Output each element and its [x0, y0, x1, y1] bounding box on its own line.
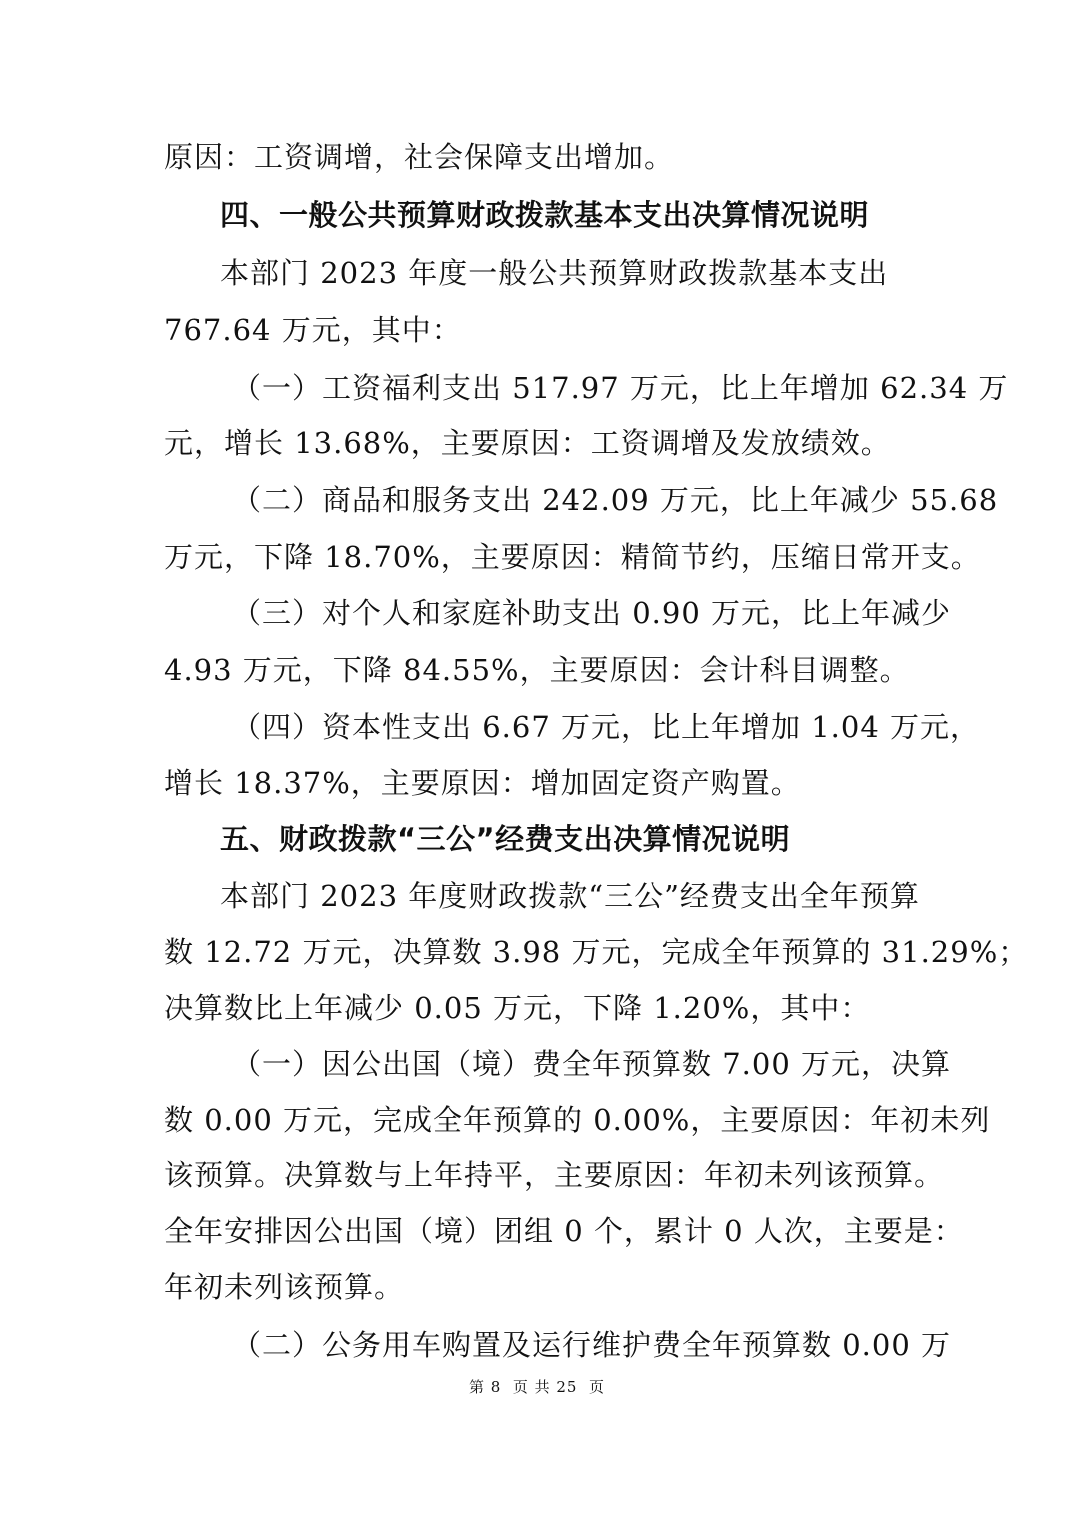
paragraph-line: （一）因公出国（境）费全年预算数 7.00 万元，决算: [232, 1047, 952, 1081]
paragraph-line: 全年安排因公出国（境）团组 0 个，累计 0 人次，主要是：: [164, 1214, 964, 1248]
paragraph-line: 增长 18.37%，主要原因：增加固定资产购置。: [164, 766, 801, 800]
paragraph-line: 本部门 2023 年度财政拨款“三公”经费支出全年预算: [220, 879, 920, 913]
paragraph-line: 数 0.00 万元，完成全年预算的 0.00%，主要原因：年初未列: [164, 1103, 991, 1137]
section-heading-4: 四、一般公共预算财政拨款基本支出决算情况说明: [220, 198, 870, 232]
paragraph-line: 年初未列该预算。: [164, 1270, 405, 1304]
paragraph-line: 该预算。决算数与上年持平，主要原因：年初未列该预算。: [164, 1158, 945, 1192]
paragraph-line: 元，增长 13.68%，主要原因：工资调增及发放绩效。: [164, 426, 891, 460]
paragraph-line: （二）商品和服务支出 242.09 万元，比上年减少 55.68: [232, 483, 999, 517]
paragraph-line: 万元，下降 18.70%，主要原因：精简节约，压缩日常开支。: [164, 540, 981, 574]
paragraph-line: （三）对个人和家庭补助支出 0.90 万元，比上年减少: [232, 596, 952, 630]
page-number-footer: 第 8 页 共 25 页: [468, 1378, 605, 1396]
paragraph-line: 数 12.72 万元，决算数 3.98 万元，完成全年预算的 31.29%；: [164, 935, 1029, 969]
paragraph-line: 4.93 万元，下降 84.55%，主要原因：会计科目调整。: [164, 653, 910, 687]
paragraph-line: （二）公务用车购置及运行维护费全年预算数 0.00 万: [232, 1328, 952, 1362]
paragraph-line: （一）工资福利支出 517.97 万元，比上年增加 62.34 万: [232, 371, 1009, 405]
paragraph-line: 原因：工资调增，社会保障支出增加。: [164, 140, 675, 174]
paragraph-line: 767.64 万元，其中：: [164, 313, 462, 347]
section-heading-5: 五、财政拨款“三公”经费支出决算情况说明: [220, 822, 791, 856]
paragraph-line: 决算数比上年减少 0.05 万元，下降 1.20%，其中：: [164, 991, 871, 1025]
paragraph-line: （四）资本性支出 6.67 万元，比上年增加 1.04 万元，: [232, 710, 981, 744]
paragraph-line: 本部门 2023 年度一般公共预算财政拨款基本支出: [220, 256, 889, 290]
